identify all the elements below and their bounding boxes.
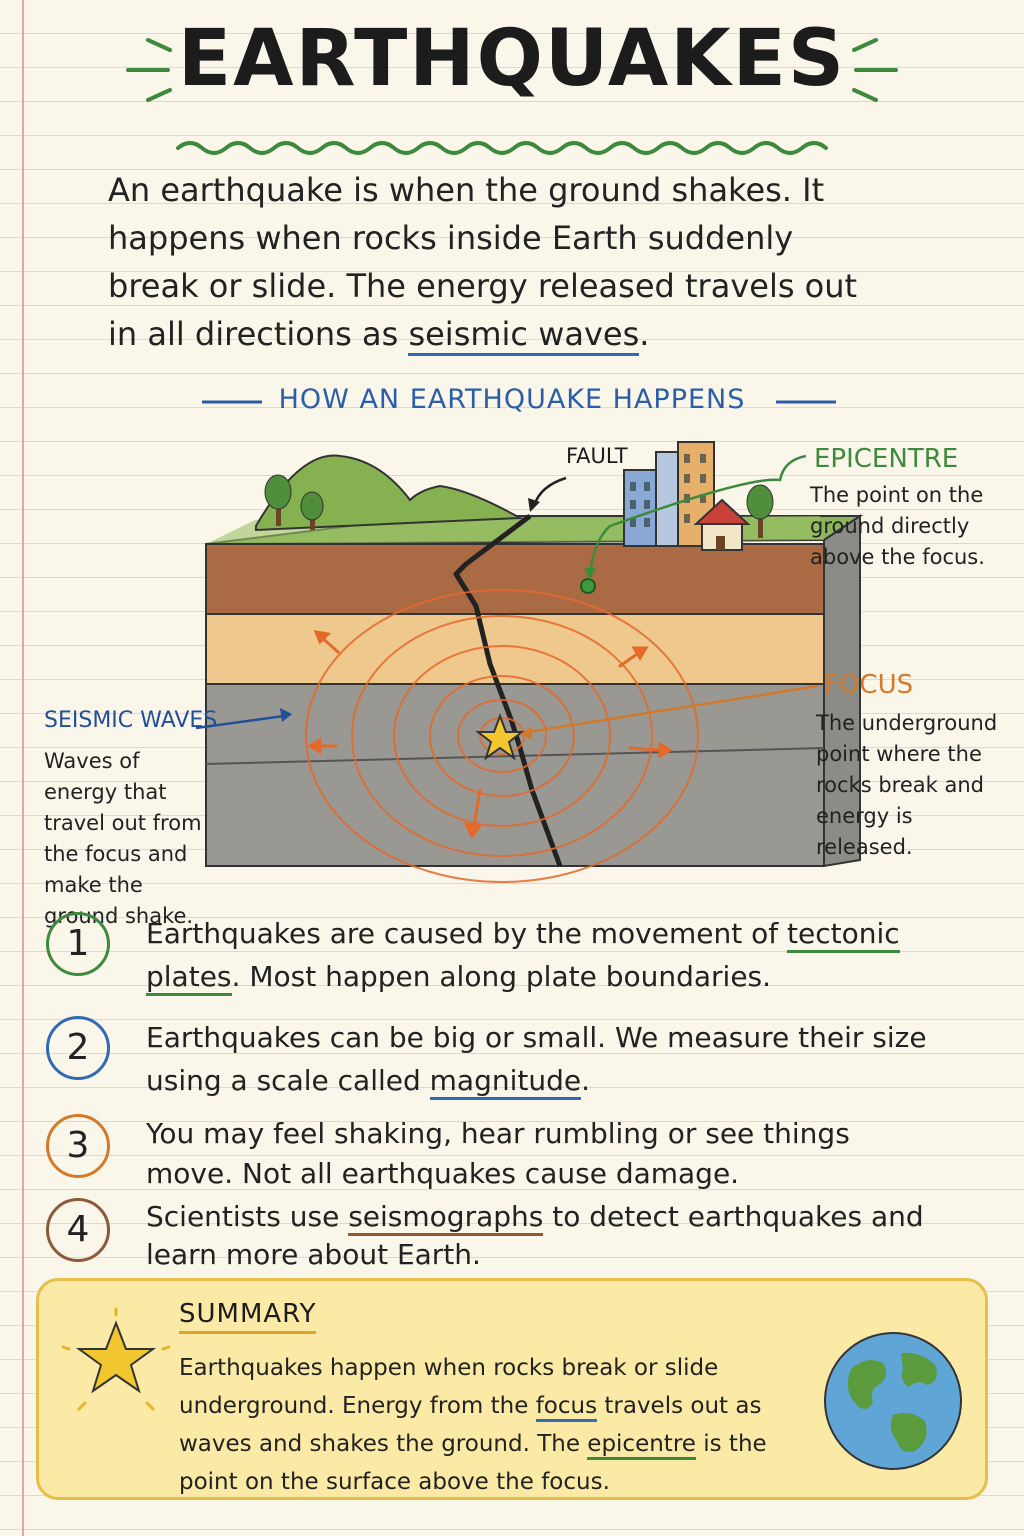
fault-label: FAULT [566,444,628,468]
section-heading: HOW AN EARTHQUAKE HAPPENS [278,384,746,415]
intro-paragraph [108,166,888,358]
highlight-focus: focus [536,1393,597,1422]
fact-text-1: Earthquakes are caused by the movement of tectonic plates. Most happen along plate boundaries. [146,912,936,998]
highlight-seismographs: seismographs [348,1200,543,1236]
intro-period: . [639,315,650,353]
focus-title: FOCUS [824,670,914,700]
seismic-waves-title: SEISMIC WAVES [44,708,218,733]
focus-description: The underground point where the rocks break and energy is released. [816,711,998,859]
fact-number-1: 1 [46,912,110,976]
highlight-magnitude: magnitude [430,1064,581,1100]
fact-text-2: Earthquakes can be big or small. We measure their size using a scale called magnitude. [146,1016,936,1102]
buildings-icon [624,442,714,546]
page-title: EARTHQUAKES [177,14,847,104]
fact-number-4: 4 [46,1198,110,1262]
highlight-tectonic-plates: tectonic plates [146,917,900,996]
summary-text: Earthquakes happen when rocks break or slide underground. Energy from the focus travels out as waves and shakes the ground. The epicentre is the point on the surface above the focus. [179,1355,767,1495]
epicentre-dot [581,579,595,593]
epicentre-description: The point on the ground directly above the focus. [810,483,985,569]
highlight-epicentre: epicentre [587,1431,696,1460]
fact-item-3 [46,1114,946,1200]
fact-text-3: You may feel shaking, hear rumbling or see things move. Not all earthquakes cause damage. [146,1117,850,1190]
epicentre-title: EPICENTRE [814,444,959,474]
seismic-waves-description: Waves of energy that travel out from the focus and make the ground shake. [44,749,202,928]
fact-item-2 [46,1016,946,1106]
star-icon [61,1305,171,1415]
earth-globe-icon [821,1329,967,1475]
fact-number-2: 2 [46,1016,110,1080]
summary-box [36,1278,988,1500]
intro-text: An earthquake is when the ground shakes. It happens when rocks inside Earth suddenly break or slide. The energy released travels out in all directions as [108,171,858,353]
summary-title: SUMMARY [179,1299,316,1334]
fact-text-4: Scientists use seismographs to detect earthquakes and learn more about Earth. [146,1200,924,1271]
fact-item-4 [46,1198,946,1274]
fact-number-3: 3 [46,1114,110,1178]
intro-highlight-seismic-waves: seismic waves [408,315,639,356]
fact-item-1 [46,912,946,1002]
